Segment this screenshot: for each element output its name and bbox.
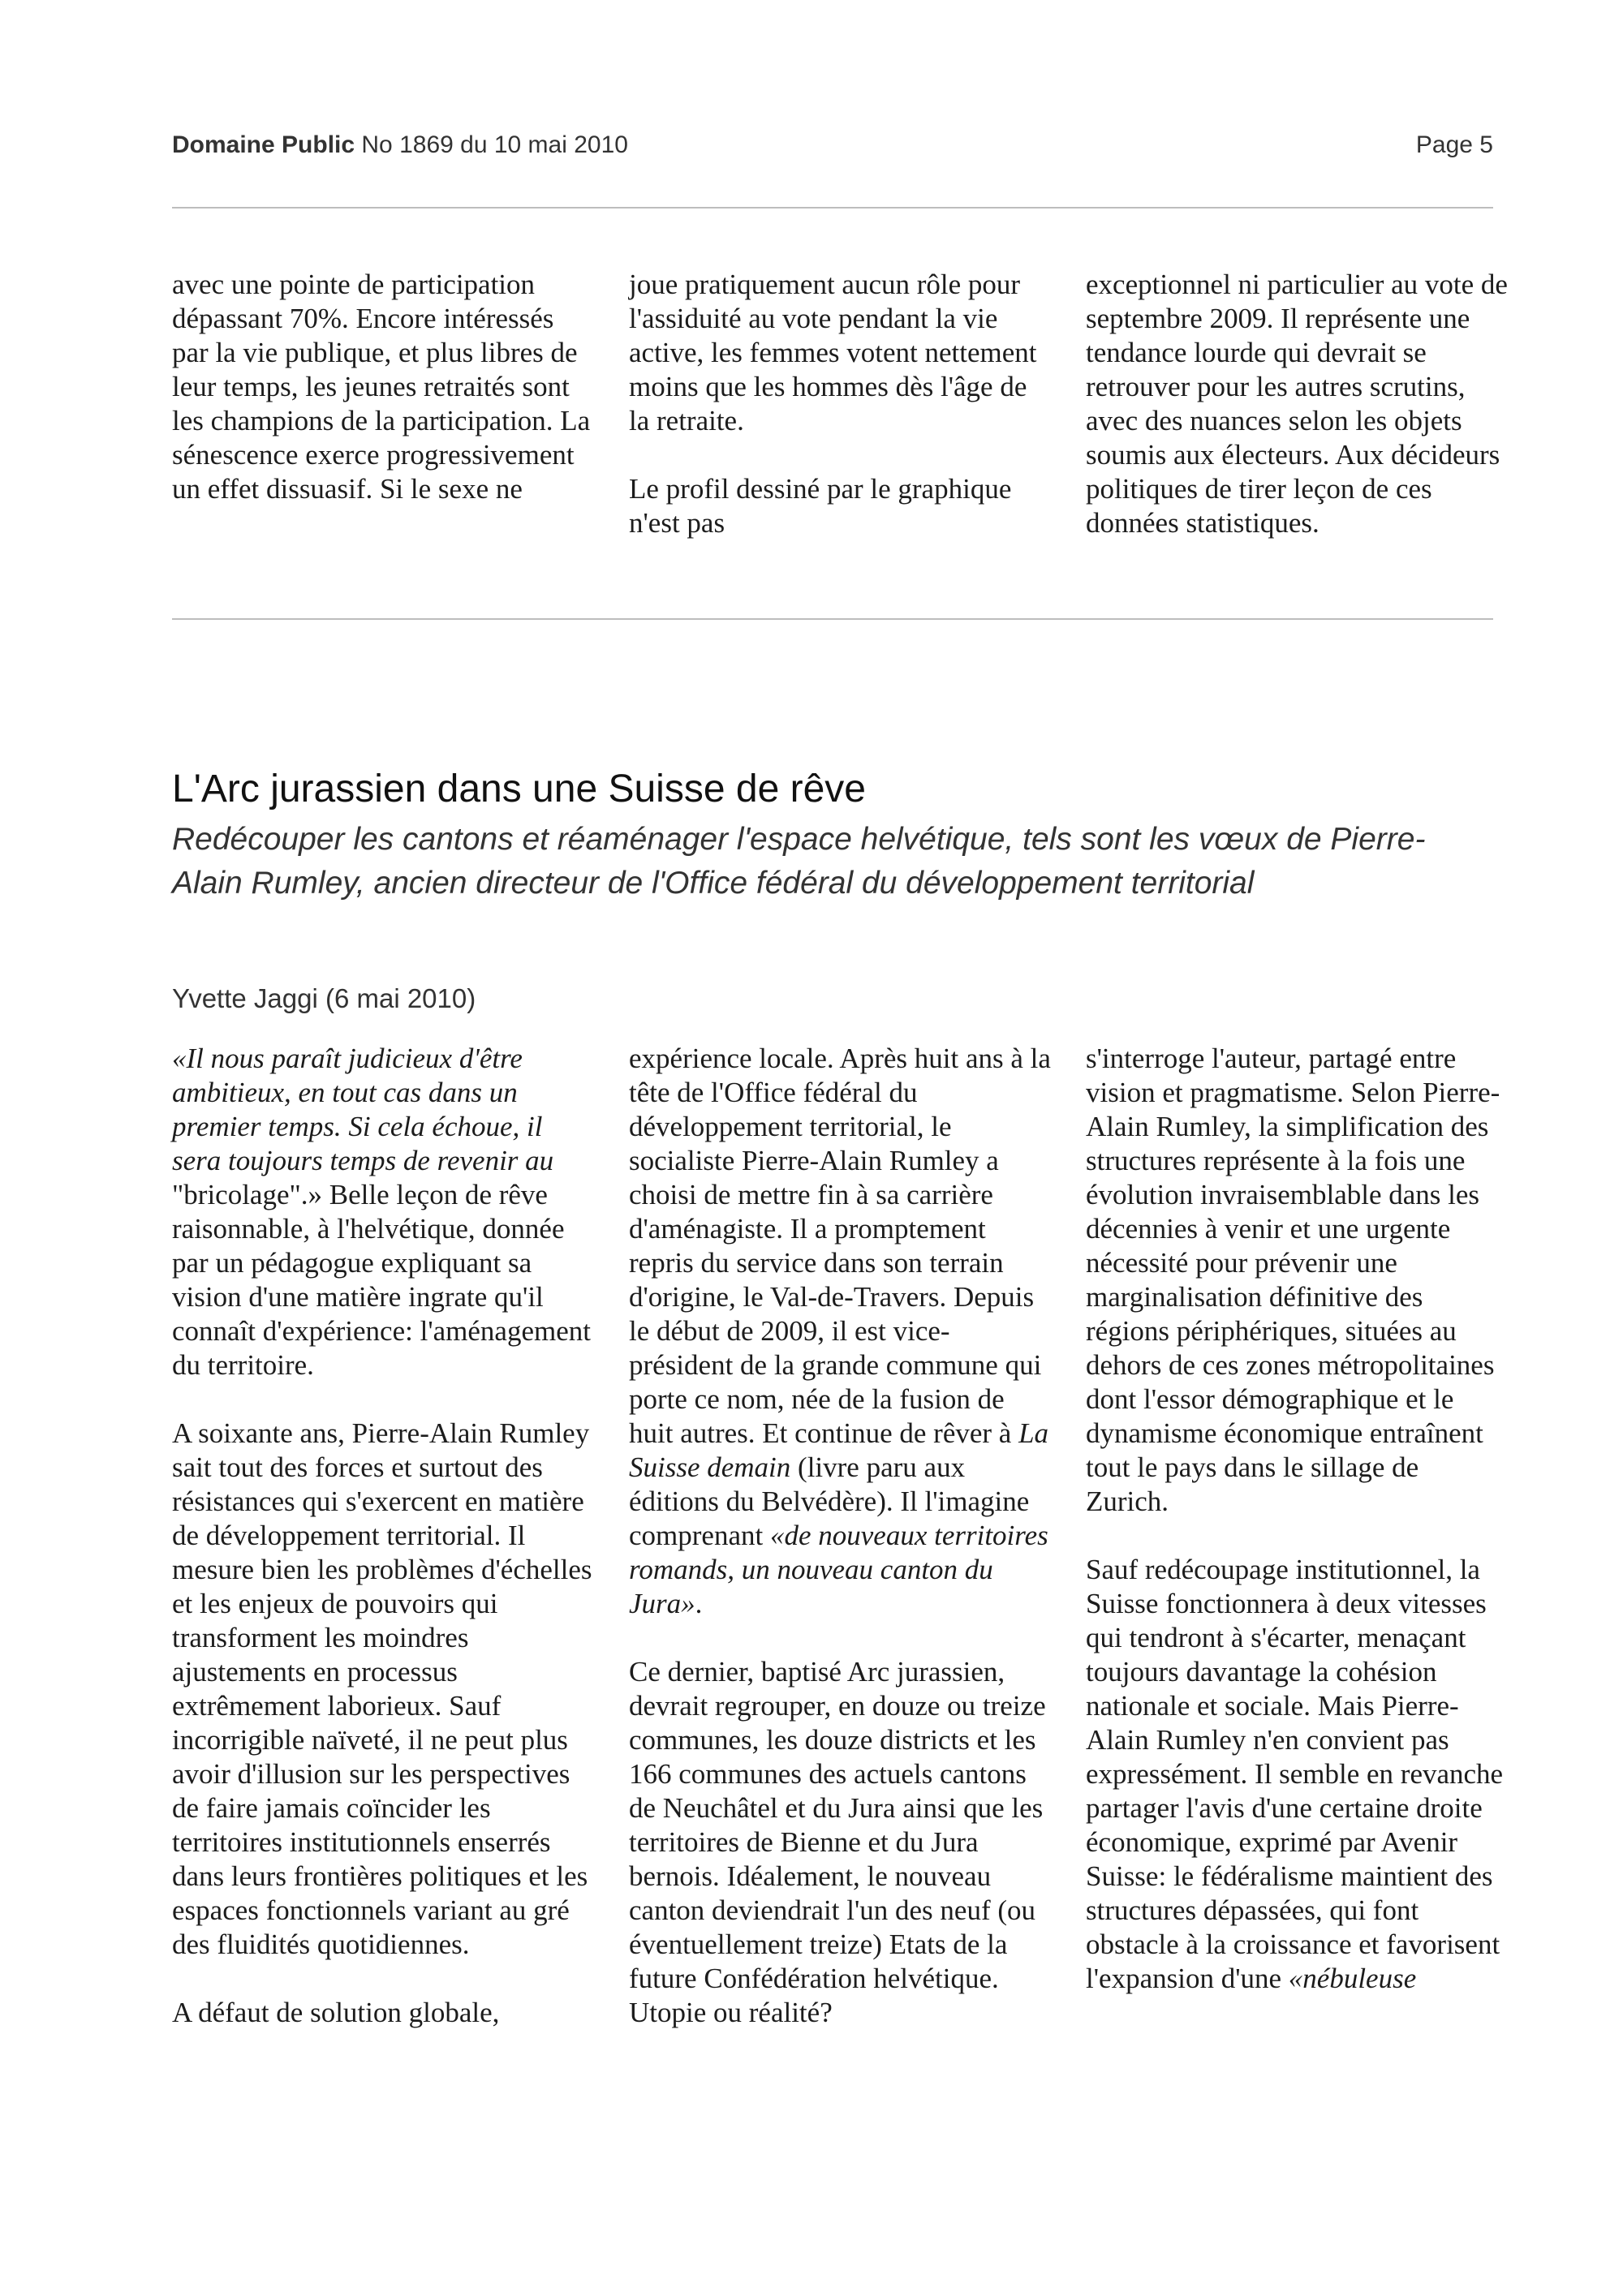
paragraph bbox=[629, 1042, 1051, 1621]
header-left bbox=[172, 131, 628, 159]
quote: «nébuleuse bbox=[1288, 1963, 1417, 1994]
text-run: "bricolage".» Belle leçon de rêve raisonnable, à l'helvétique, donnée par un pédagogue expliquant sa vision d'une matière ingrate qu'il connaît d'expérience: l'aménagement du territoire. bbox=[172, 1179, 591, 1381]
paragraph: exceptionnel ni particulier au vote de septembre 2009. Il représente une tendance lourde qui devrait se retrouver pour les autres scrutins, avec des nuances selon les objets soumis aux électeurs. Aux décideurs politiques de tirer leçon de ces données statistiques. bbox=[1086, 269, 1508, 539]
paragraph bbox=[1086, 1553, 1508, 1996]
paragraph: Le profil dessiné par le graphique n'est pas bbox=[629, 473, 1012, 539]
article-byline: Yvette Jaggi (6 mai 2010) bbox=[172, 983, 476, 1013]
article-column-2 bbox=[629, 1042, 1051, 2030]
text-run: (livre paru aux éditions du Belvédère). Il l'imagine comprenant bbox=[629, 1451, 1030, 1551]
paragraph: Ce dernier, baptisé Arc jurassien, devrait regrouper, en douze ou treize communes, les douze districts et les 166 communes des actuels cantons de Neuchâtel et du Jura ainsi que les territoires de Bienne et du Jura bernois. Idéalement, le nouveau canton deviendrait l'un des neuf (ou éventuellement treize) Etats de la future Confédération helvétique. Utopie ou réalité? bbox=[629, 1656, 1046, 2028]
header-rule bbox=[172, 207, 1493, 209]
paragraph: A défaut de solution globale, bbox=[172, 1997, 500, 2028]
publication-name: Domaine Public bbox=[172, 131, 355, 158]
quote: «Il nous paraît judicieux d'être ambitieux, en tout cas dans un premier temps. Si cela échoue, il sera toujours temps de revenir au bbox=[172, 1043, 554, 1176]
text-run: Sauf redécoupage institutionnel, la Suisse fonctionnera à deux vitesses qui tendront à s'écarter, menaçant toujours davantage la cohésion nationale et sociale. Mais Pierre-Alain Rumley n'en convient pas expressément. Il semble en revanche partager l'avis d'une certaine droite économique, exprimé par Avenir Suisse: le fédéralisme maintient des structures dépassées, qui font obstacle à la croissance et favorisent l'expansion d'une bbox=[1086, 1554, 1504, 1994]
paragraph: s'interroge l'auteur, partagé entre vision et pragmatisme. Selon Pierre-Alain Rumley, la simplification des structures représente à la fois une évolution invraisemblable dans les décennies à venir et une urgente nécessité pour prévenir une marginalisation définitive des régions périphériques, situées au dehors de ces zones métropolitaines dont l'essor démographique et le dynamisme économique entraînent tout le pays dans le sillage de Zurich. bbox=[1086, 1043, 1500, 1517]
previous-article-column-2 bbox=[629, 268, 1051, 540]
page-number: Page 5 bbox=[1415, 131, 1493, 158]
previous-article-column-3 bbox=[1086, 268, 1508, 540]
text-run: . bbox=[695, 1588, 703, 1619]
issue-info: No 1869 du 10 mai 2010 bbox=[361, 131, 628, 158]
section-rule bbox=[172, 618, 1493, 620]
paragraph: avec une pointe de participation dépassant 70%. Encore intéressés par la vie publique, et plus libres de leur temps, les jeunes retraités sont les champions de la participation. La sénescence exerce progressivement un effet dissuasif. Si le sexe ne bbox=[172, 269, 591, 505]
book-title: La Suisse demain bbox=[629, 1417, 1049, 1483]
article-title: L'Arc jurassien dans une Suisse de rêve bbox=[172, 767, 866, 810]
paragraph: joue pratiquement aucun rôle pour l'assiduité au vote pendant la vie active, les femmes votent nettement moins que les hommes dès l'âge de la retraite. bbox=[629, 269, 1037, 436]
text-run: expérience locale. Après huit ans à la tête de l'Office fédéral du développement territorial, le socialiste Pierre-Alain Rumley a choisi de mettre fin à sa carrière d'aménagiste. Il a promptement repris du service dans son terrain d'origine, le Val-de-Travers. Depuis le début de 2009, il est vice-président de la grande commune qui porte ce nom, née de la fusion de huit autres. Et continue de rêver à bbox=[629, 1043, 1051, 1449]
previous-article-column-1 bbox=[172, 268, 594, 506]
paragraph: A soixante ans, Pierre-Alain Rumley sait tout des forces et surtout des résistances qui s'exercent en matière de développement territorial. Il mesure bien les problèmes d'échelles et les enjeux de pouvoirs qui transforment les moindres ajustements en processus extrêmement laborieux. Sauf incorrigible naïveté, il ne peut plus avoir d'illusion sur les perspectives de faire jamais coïncider les territoires institutionnels enserrés dans leurs frontières politiques et les espaces fonctionnels variant au gré des fluidités quotidiennes. bbox=[172, 1417, 592, 1960]
page-header bbox=[172, 131, 1493, 170]
article-subtitle: Redécouper les cantons et réaménager l'espace helvétique, tels sont les vœux de Pierre-Alain Rumley, ancien directeur de l'Office fédéral du développement territorial bbox=[172, 822, 1426, 901]
paragraph bbox=[172, 1042, 594, 1382]
article-column-1 bbox=[172, 1042, 594, 2030]
quote: «de nouveaux territoires romands, un nouveau canton du Jura» bbox=[629, 1520, 1048, 1619]
article-column-3 bbox=[1086, 1042, 1508, 1996]
